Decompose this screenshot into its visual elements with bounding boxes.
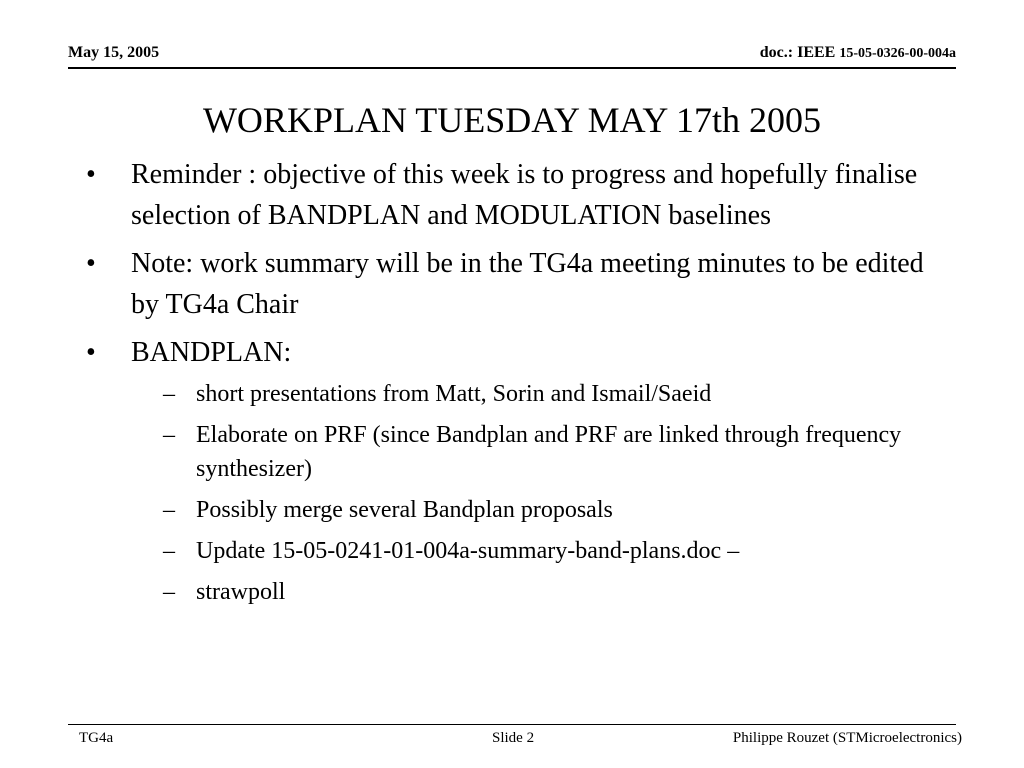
sub-bullet-text: Update 15-05-0241-01-004a-summary-band-plans.doc – bbox=[196, 538, 740, 564]
slide-title: WORKPLAN TUESDAY MAY 17th 2005 bbox=[202, 100, 822, 140]
bullet-marker: • bbox=[86, 248, 96, 279]
header-doc-number: 15-05-0326-00-004a bbox=[839, 46, 956, 61]
footer-author: Philippe Rouzet (STMicroelectronics) bbox=[732, 730, 962, 746]
bullet-list bbox=[86, 154, 956, 609]
sub-bullet-text: strawpoll bbox=[196, 579, 286, 605]
bullet-item-reminder bbox=[86, 154, 956, 236]
bullet-text: Reminder : objective of this week is to progress and hopefully finalise selection of BANDPLAN and MODULATION baselines bbox=[131, 159, 918, 231]
sub-bullet-item bbox=[86, 534, 956, 568]
sub-bullet-marker: – bbox=[163, 381, 175, 407]
sub-bullet-item bbox=[86, 418, 956, 486]
footer-slide-number: Slide 2 bbox=[492, 730, 535, 746]
sub-bullet-marker: – bbox=[163, 422, 175, 448]
bullet-item-note bbox=[86, 243, 956, 325]
slide-body bbox=[86, 154, 956, 616]
sub-bullet-marker: – bbox=[163, 497, 175, 523]
sub-bullet-text: Elaborate on PRF (since Bandplan and PRF are linked through frequency synthesizer) bbox=[196, 422, 902, 482]
footer-group: TG4a bbox=[79, 730, 114, 746]
header-divider bbox=[68, 67, 956, 69]
header-doc-id bbox=[760, 44, 956, 62]
sub-bullet-marker: – bbox=[163, 579, 175, 605]
sub-bullet-text: short presentations from Matt, Sorin and Ismail/Saeid bbox=[196, 381, 712, 407]
sub-bullet-text: Possibly merge several Bandplan proposals bbox=[196, 497, 613, 523]
bullet-text: BANDPLAN: bbox=[131, 337, 292, 368]
sub-bullet-list bbox=[131, 377, 956, 609]
bullet-marker: • bbox=[86, 337, 96, 368]
header-date: May 15, 2005 bbox=[68, 44, 160, 61]
slide-header bbox=[68, 44, 956, 66]
header-doc-prefix: doc.: IEEE bbox=[759, 44, 840, 61]
sub-bullet-item bbox=[86, 377, 956, 411]
footer-divider bbox=[68, 724, 956, 725]
bullet-item-bandplan bbox=[86, 332, 956, 609]
bullet-marker: • bbox=[86, 159, 96, 190]
sub-bullet-item bbox=[86, 575, 956, 609]
sub-bullet-item bbox=[86, 493, 956, 527]
sub-bullet-marker: – bbox=[163, 538, 175, 564]
bullet-text: Note: work summary will be in the TG4a meeting minutes to be edited by TG4a Chair bbox=[131, 248, 924, 320]
